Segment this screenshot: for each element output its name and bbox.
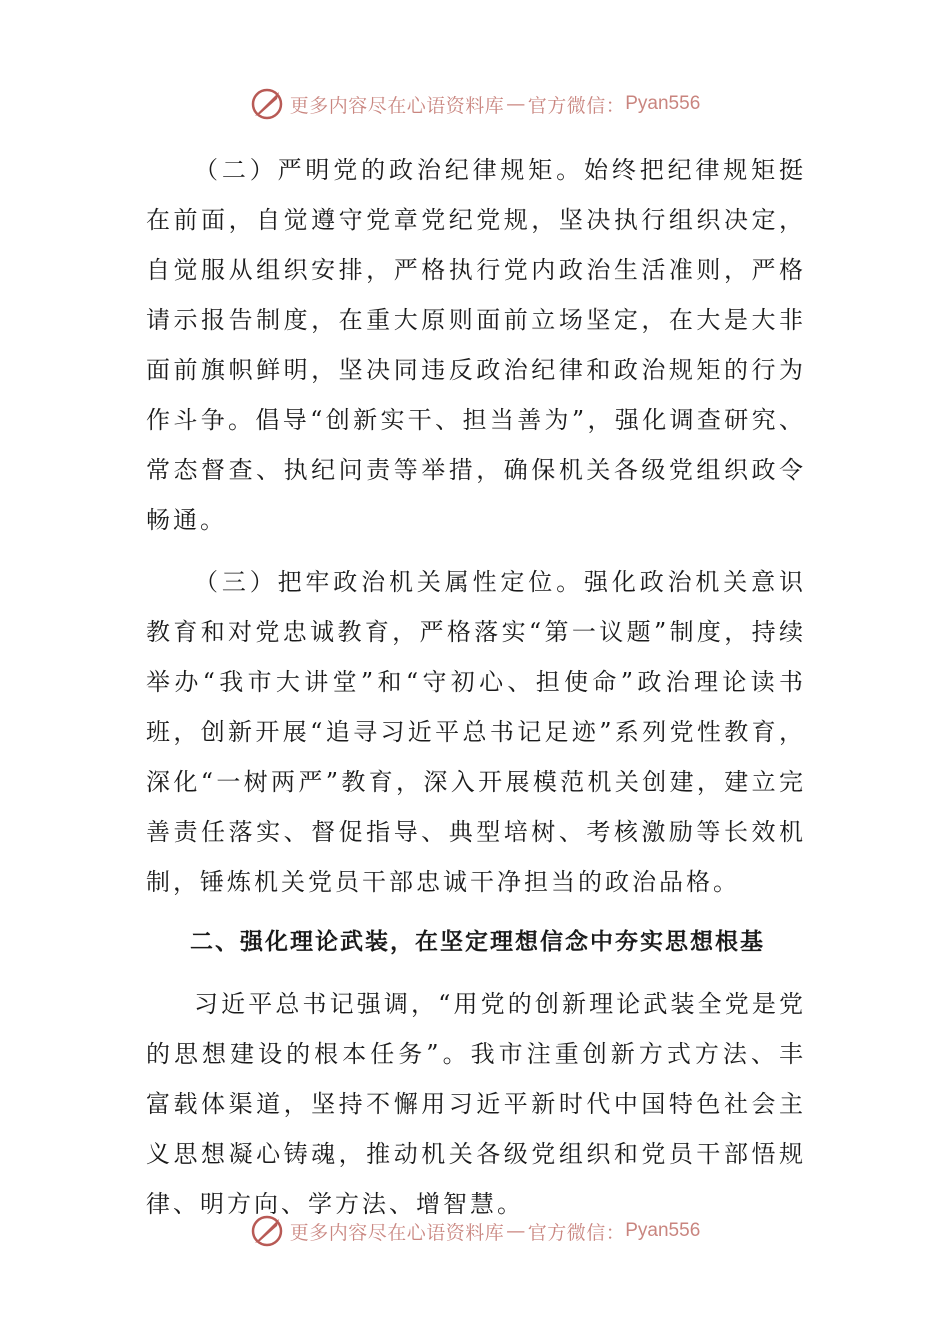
watermark-separator: — bbox=[506, 1220, 526, 1242]
watermark-wechat-label: 官方微信： bbox=[527, 1221, 626, 1244]
paragraph-political-discipline: （二）严明党的政治纪律规矩。始终把纪律规矩挺在前面，自觉遵守党章党纪党规，坚决执行组织决定，自觉服从组织安排，严格执行党内政治生活准则，严格请示报告制度，在重大原则面前立场坚定，在大是大非面前旗帜鲜明，坚决同违反政治纪律和政治规矩的行为作斗争。倡导“创新实干、担当善为”，强化调查研究、常态督查、执纪问责等举措，确保机关各级党组织政令畅通。 bbox=[146, 156, 806, 534]
watermark-wechat-label: 官方微信： bbox=[527, 94, 626, 117]
watermark-wechat-id: Pyan556 bbox=[625, 93, 701, 114]
watermark-wechat-id: Pyan556 bbox=[625, 1220, 701, 1241]
footer-watermark bbox=[0, 1211, 950, 1251]
section-heading: 二、强化理论武装，在坚定理想信念中夯实思想根基 bbox=[190, 929, 765, 955]
pen-circle-logo-icon bbox=[250, 87, 284, 121]
paragraph-theory-armament: 习近平总书记强调，“用党的创新理论武装全党是党的思想建设的根本任务”。我市注重创新方式方法、丰富载体渠道，坚持不懈用习近平新时代中国特色社会主义思想凝心铸魂，推动机关各级党组织和党员干部悟规律、明方向、学方法、增智慧。 bbox=[146, 990, 806, 1218]
watermark-text: 更多内容尽在心语资料库 bbox=[289, 94, 505, 117]
watermark-text: 更多内容尽在心语资料库 bbox=[289, 1221, 505, 1244]
header-watermark bbox=[0, 84, 950, 124]
watermark-separator: — bbox=[506, 93, 526, 115]
pen-circle-logo-icon bbox=[250, 1214, 284, 1248]
document-body bbox=[146, 145, 806, 1229]
paragraph-political-organ: （三）把牢政治机关属性定位。强化政治机关意识教育和对党忠诚教育，严格落实“第一议题”制度，持续举办“我市大讲堂”和“守初心、担使命”政治理论读书班，创新开展“追寻习近平总书记足迹”系列党性教育，深化“一树两严”教育，深入开展模范机关创建，建立完善责任落实、督促指导、典型培树、考核激励等长效机制，锤炼机关党员干部忠诚干净担当的政治品格。 bbox=[146, 568, 806, 896]
